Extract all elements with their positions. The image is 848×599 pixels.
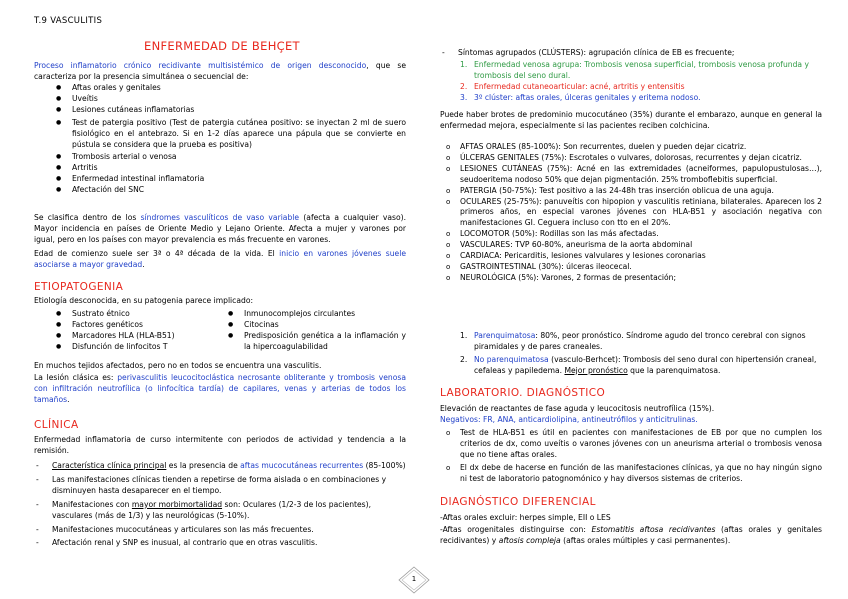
etio-note: En muchos tejidos afectados, pero no en todos se encuentra una vasculitis. [34, 361, 322, 370]
lab-negatives: Negativos: FR, ANA, anticardiolipina, antineutrófilos y anticitrulinas. [440, 415, 698, 424]
text: es la presencia de [166, 461, 241, 470]
text: Estomatitis aftosa recidivantes [591, 525, 716, 534]
list-item [440, 331, 822, 353]
list-item: - Afectación renal y SNP es inusual, al contrario que en otras vasculitis. [34, 538, 406, 549]
text: 3. [460, 92, 468, 102]
etio-list-right [206, 309, 406, 353]
list-item: ● Aftas orales y genitales [34, 83, 406, 94]
list-item [440, 197, 822, 230]
text: (75%): Escrotales o vulvares, dolorosas, recurrentes y dejan cicatriz. [538, 152, 802, 162]
list-item: ● Test de patergia positivo (Test de patergia cutánea positivo: se inyectan 2 ml de suero fisiológico en el antebrazo. Si en 1-2 días aparece una pápula que se convierte en pústula se considera que la prueba es positiva) [34, 118, 406, 151]
text: (aftas orales y genitales recidivantes) y [440, 525, 822, 545]
onset-paragraph [34, 249, 406, 271]
text: VASCULARES [460, 240, 511, 250]
page-number: 1 [411, 575, 417, 583]
text: ÚLCERAS GENITALES [460, 152, 539, 162]
list-item: o El dx debe de hacerse en función de las manifestaciones clínicas, ya que no hay ningún signo ni test de laboratorio patognomónico y hay diversos sistemas de criterios. [440, 463, 822, 485]
list-item [440, 355, 822, 377]
clinica-title: CLÍNICA [34, 419, 79, 431]
etiopatogenia-title: ETIOPATOGENIA [34, 281, 124, 293]
list-item [440, 153, 822, 164]
text: Característica clínica principal [52, 461, 167, 470]
document-title: ENFERMEDAD DE BEHÇET [144, 39, 300, 53]
list-item: ● Enfermedad intestinal inflamatoria [34, 174, 406, 185]
list-item: ● Sustrato étnico [34, 309, 224, 320]
list-item: ● Disfunción de linfocitos T [34, 342, 224, 351]
intro-paragraph [34, 61, 406, 83]
list-item [34, 461, 406, 472]
text: (vasculo-Berhcet): Trombosis del seno dural con hipertensión craneal, cefaleas y papiledema. [474, 354, 817, 375]
intro-highlight: Proceso inflamatorio crónico recidivante multisistémico de origen desconocido [34, 61, 367, 70]
list-item [440, 262, 822, 273]
text: Enfermedad cutaneoarticular: acné, artritis y entensitis [474, 81, 685, 91]
text: 3º clúster: aftas orales, úlceras genitales y eritema nodoso. [474, 92, 701, 102]
dd-line1: -Aftas orales excluir: herpes simple, EII o LES [440, 513, 611, 522]
text: (5%): Varones, 2 formas de presentación; [515, 272, 677, 282]
text: La lesión clásica es: [34, 373, 118, 382]
list-item: - Manifestaciones mucocutáneas y articulares son las más frecuentes. [34, 525, 406, 536]
text: Edad de comienzo suele ser 3ª o 4ª década de la vida. El [34, 249, 280, 258]
text: AFTAS ORALES [460, 142, 516, 151]
onset-highlight: inicio en varones jóvenes suele asociarse a mayor gravedad [34, 249, 406, 269]
features-list [34, 83, 406, 196]
laboratorio-title: LABORATORIO. DIAGNÓSTICO [440, 387, 606, 399]
text: : 80%, peor pronóstico. Síndrome agudo del tronco cerebral con signos piramidales y de pares craneales. [474, 331, 806, 351]
list-item: ● Afectación del SNC [34, 185, 406, 196]
manifestaciones-list [440, 142, 822, 284]
text: . [142, 259, 145, 269]
text: aftosis compleja [498, 535, 561, 545]
text: 1. [460, 60, 468, 69]
text: aftas mucocutáneas recurrentes [240, 461, 364, 470]
text: Enfermedad venosa agrupa: Trombosis venosa superficial, trombosis venosa profunda y trombosis del seno dural. [474, 60, 809, 80]
neuro-list [440, 331, 822, 377]
text: : Pericarditis, lesiones valvulares y lesiones coronarias [499, 251, 706, 261]
text: No parenquimatosa [474, 354, 549, 364]
text: Mejor pronóstico [564, 365, 628, 375]
list-item [440, 164, 822, 186]
clusters-list [440, 60, 822, 104]
list-item: ● Predisposición genética a la inflamación y la hipercoagulabilidad [206, 331, 406, 353]
list-item [440, 82, 822, 93]
list-item: ● Citocinas [206, 320, 406, 331]
page-header: T.9 VASCULITIS [34, 16, 103, 26]
text: PATERGIA [460, 185, 497, 195]
text: (aftas orales múltiples y casi permanentes). [560, 535, 731, 545]
text: OCULARES [460, 196, 502, 206]
classification-highlight: síndromes vasculíticos de vaso variable [140, 213, 300, 222]
list-item [440, 229, 822, 240]
text: (50%): Rodillas son las más afectadas. [509, 229, 659, 239]
text: : TVP 60-80%, aneurisma de la aorta abdominal [510, 240, 693, 250]
list-item [440, 60, 822, 82]
lesion-highlight: perivasculitis leucocitoclástica necrosante obliterante y trombosis venosa con infiltración neutrofílica (o linfocítica tardía) de capilares, venas y arterias de todos los tamaños [34, 373, 406, 404]
text: (30%): úlceras ileocecal. [535, 261, 632, 271]
pregnancy-note: Puede haber brotes de predominio mucocutáneo (35%) durante el embarazo, aunque en general la enfermedad mejora, especialmente si las pacientes reciben colchicina. [440, 110, 822, 130]
text: Parenquimatosa [474, 331, 536, 340]
lab-line1: Elevación de reactantes de fase aguda y leucocitosis neutrofílica (15%). [440, 404, 715, 413]
clinica-list [34, 461, 406, 549]
list-item: ● Inmunocomplejos circulantes [206, 309, 406, 320]
list-item: - Las manifestaciones clínicas tienden a repetirse de forma aislada o en combinaciones y disminuyen hasta desaparecer en el tiempo. [34, 475, 406, 497]
text: son: Oculares (1/2-3 de los pacientes), vasculares (más de 1/3) y las neurológicas (5-10%). [52, 499, 371, 520]
list-item: o Test de HLA-B51 es útil en pacientes con manifestaciones de EB por que no cumplen los criterios de dx, como uveítis o varones jóvenes con un aneurisma arterial o trombosis venosa que no tiene aftas orales. [440, 428, 822, 461]
text: . [67, 394, 70, 404]
text: (afecta a cualquier vaso). Mayor incidencia en países de Oriente Medio y Lejano Oriente. Afecta a mujer y varones por igual, pero en los países con mayor prevalencia es más frecuente en varones. [34, 213, 406, 244]
lab-list [440, 428, 822, 485]
text: -Aftas orogenitales distinguirse con: [440, 525, 592, 534]
text: Manifestaciones con [52, 499, 132, 509]
text: mayor morbimortalidad [131, 499, 223, 509]
text: 2. [460, 81, 468, 91]
dd-line2 [440, 525, 822, 547]
text: CARDIACA [460, 251, 500, 261]
text: que la parenquimatosa. [627, 365, 721, 375]
list-item [440, 240, 822, 251]
clinica-intro: Enfermedad inflamatoria de curso intermitente con periodos de actividad y tendencia a la remisión. [34, 435, 406, 455]
text: GASTROINTESTINAL [460, 261, 536, 271]
list-item: ● Artritis [34, 163, 406, 174]
intro-rest: , que se caracteriza por la presencia simultánea o secuencial de: [34, 61, 406, 81]
etio-list-left [34, 309, 224, 351]
list-item: ● Lesiones cutáneas inflamatorias [34, 105, 406, 116]
list-item [440, 273, 822, 284]
list-item [440, 186, 822, 197]
etio-intro: Etiología desconocida, en su patogenia parece implicado: [34, 296, 254, 305]
text: LESIONES CUTÁNEAS [460, 163, 543, 173]
list-item [34, 500, 406, 522]
list-item [440, 142, 822, 153]
dx-diferencial-title: DIAGNÓSTICO DIFERENCIAL [440, 496, 596, 508]
text: (25-75%): panuveítis con hipopion y vasculitis retiniana, bilaterales. Aparecen los 2 primeros años, en especial varones jóvenes con HLA-B51 y asociación negativa con manifestaciones GI. Ceguera incluso con tto en el 20%. [460, 196, 822, 228]
list-item: ● Uveítis [34, 94, 406, 105]
lesion-paragraph [34, 373, 406, 406]
text: (85-100%) [363, 461, 406, 470]
text: (50-75%): Test positivo a las 24-48h tras inserción oblicua de una aguja. [496, 185, 774, 195]
list-item: ● Trombosis arterial o venosa [34, 152, 406, 163]
clusters-heading: - Síntomas agrupados (CLÚSTERS): agrupación clínica de EB es frecuente; [440, 48, 840, 59]
text: 2. [460, 354, 468, 364]
list-item [440, 251, 822, 262]
text: Se clasifica dentro de los [34, 213, 141, 222]
text: 1. [460, 331, 468, 340]
text: (75%): Acné en las extremidades (acneiformes, papulopustulosas…), seudoeritema nodoso 50% que dejan pigmentación. 25% tromboflebitis superficial. [460, 163, 822, 184]
list-item: ● Marcadores HLA (HLA-B51) [34, 331, 224, 342]
classification-paragraph [34, 213, 406, 246]
text: NEUROLÓGICA [460, 272, 516, 282]
list-item: ● Factores genéticos [34, 320, 224, 331]
list-item [440, 93, 822, 104]
text: LOCOMOTOR [460, 229, 510, 239]
text: (85-100%): Son recurrentes, duelen y pueden dejar cicatriz. [515, 142, 747, 151]
right-column [440, 0, 822, 545]
